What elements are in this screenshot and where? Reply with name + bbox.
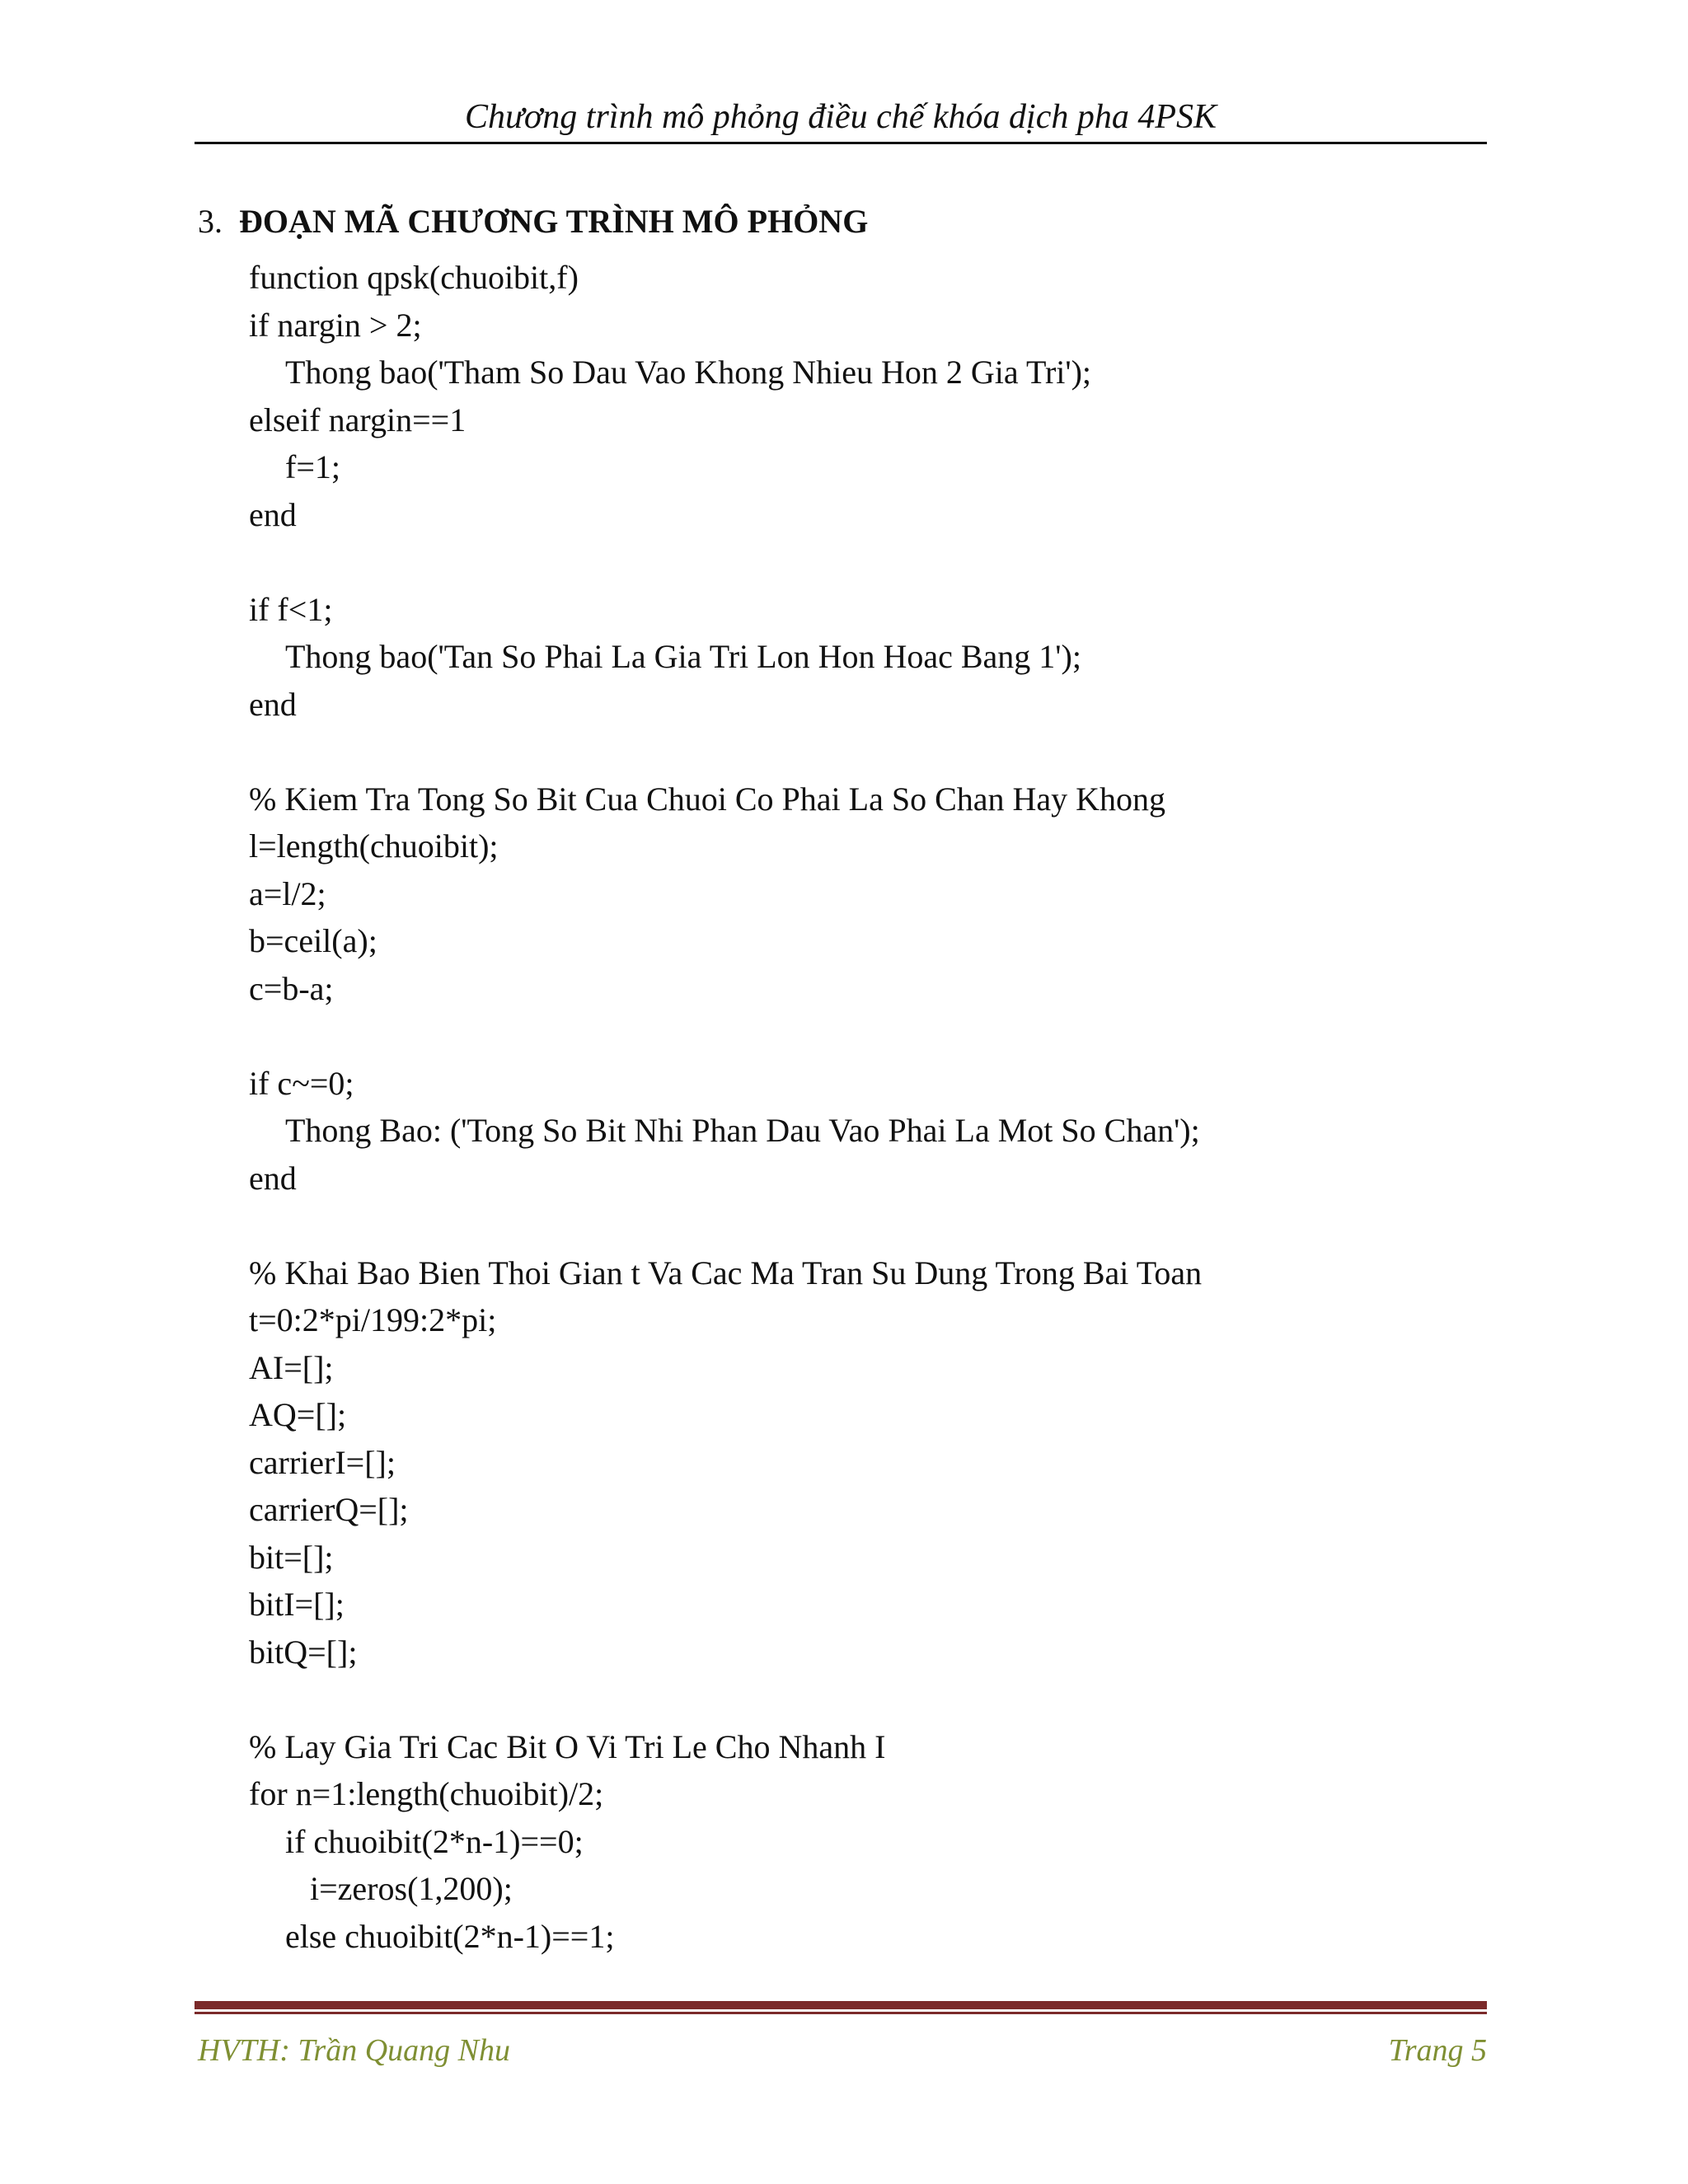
code-line: i=zeros(1,200); bbox=[310, 1870, 513, 1907]
code-line: carrierI=[]; bbox=[249, 1443, 396, 1481]
code-line: f=1; bbox=[285, 448, 340, 485]
code-line: % Kiem Tra Tong So Bit Cua Chuoi Co Phai La So Chan Hay Khong bbox=[249, 780, 1166, 818]
section-heading bbox=[198, 198, 868, 246]
blank-line bbox=[249, 1202, 1568, 1249]
code-line: carrierQ=[]; bbox=[249, 1491, 409, 1528]
code-line: l=length(chuoibit); bbox=[249, 827, 499, 865]
footer-divider bbox=[195, 2001, 1487, 2014]
code-line: if nargin > 2; bbox=[249, 306, 422, 344]
code-line: bit=[]; bbox=[249, 1538, 334, 1576]
blank-line bbox=[249, 538, 1568, 586]
code-line: if f<1; bbox=[249, 590, 333, 628]
blank-line bbox=[249, 1012, 1568, 1060]
code-line: % Khai Bao Bien Thoi Gian t Va Cac Ma Tran Su Dung Trong Bai Toan bbox=[249, 1254, 1203, 1291]
page-header bbox=[195, 92, 1487, 144]
footer-author: HVTH: Trần Quang Nhu bbox=[198, 2033, 510, 2068]
section-title: ĐOẠN MÃ CHƯƠNG TRÌNH MÔ PHỎNG bbox=[239, 203, 869, 240]
code-listing bbox=[249, 254, 1568, 1960]
code-line: elseif nargin==1 bbox=[249, 401, 467, 438]
code-line: AI=[]; bbox=[249, 1348, 334, 1386]
footer-page-number: Trang 5 bbox=[1388, 2033, 1487, 2068]
code-line: for n=1:length(chuoibit)/2; bbox=[249, 1775, 604, 1812]
code-line: else chuoibit(2*n-1)==1; bbox=[285, 1917, 615, 1955]
blank-line bbox=[249, 728, 1568, 776]
code-line: end bbox=[249, 1159, 297, 1197]
code-line: Thong Bao: ('Tong So Bit Nhi Phan Dau Vao Phai La Mot So Chan'); bbox=[285, 1112, 1200, 1149]
code-line: a=l/2; bbox=[249, 874, 326, 912]
code-line: AQ=[]; bbox=[249, 1396, 347, 1433]
code-line: function qpsk(chuoibit,f) bbox=[249, 259, 579, 296]
section-number: 3. bbox=[198, 203, 223, 240]
header-title: Chương trình mô phỏng điều chế khóa dịch pha 4PSK bbox=[464, 98, 1217, 136]
code-line: % Lay Gia Tri Cac Bit O Vi Tri Le Cho Nhanh I bbox=[249, 1727, 886, 1765]
code-line: bitI=[]; bbox=[249, 1586, 345, 1623]
code-line: end bbox=[249, 685, 297, 723]
code-line: if chuoibit(2*n-1)==0; bbox=[285, 1822, 584, 1860]
code-line: b=ceil(a); bbox=[249, 922, 377, 959]
blank-line bbox=[249, 1675, 1568, 1723]
code-line: end bbox=[249, 495, 297, 533]
code-line: bitQ=[]; bbox=[249, 1633, 358, 1671]
code-line: Thong bao('Tham So Dau Vao Khong Nhieu Hon 2 Gia Tri'); bbox=[285, 354, 1092, 391]
code-line: Thong bao('Tan So Phai La Gia Tri Lon Hon Hoac Bang 1'); bbox=[285, 638, 1081, 675]
code-line: t=0:2*pi/199:2*pi; bbox=[249, 1301, 497, 1338]
code-line: if c~=0; bbox=[249, 1064, 354, 1102]
code-line: c=b-a; bbox=[249, 969, 334, 1007]
